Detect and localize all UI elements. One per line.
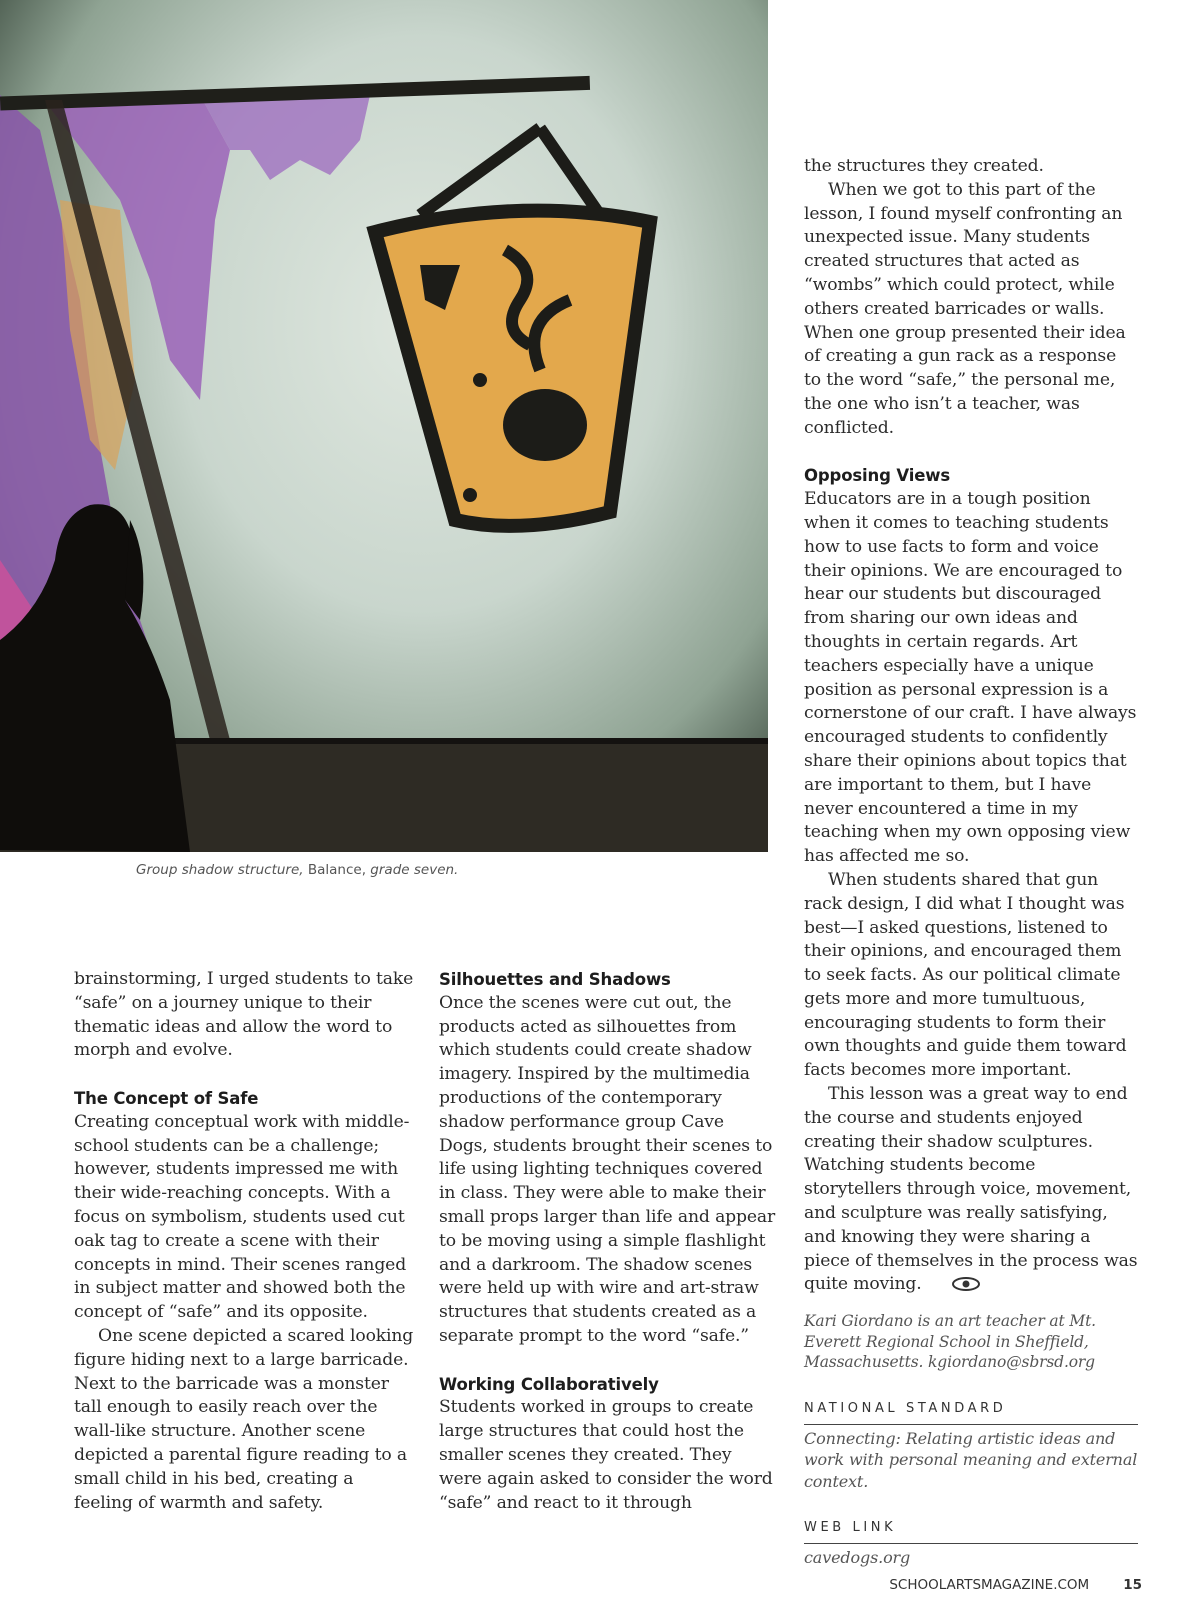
paragraph: Educators are in a tough position when it comes to teaching students how to use facts to form and voice their opinions. We are encouraged to hear our students but discouraged from sharing our own ideas and thoughts in certain regards. Art teachers especially have a unique position as personal expression is a cornerstone of our craft. I have always encouraged students to confidently share their opinions about topics that are important to them, but I have never encountered a time in my teaching when my own opposing view has affected me so.	[804, 489, 1137, 867]
column-2	[439, 968, 777, 1515]
page-number: 15	[1123, 1577, 1142, 1593]
photo-caption	[136, 862, 458, 878]
caption-title: Group shadow structure,	[136, 862, 304, 878]
section-heading-opposing-views: Opposing Views	[804, 466, 951, 486]
section-heading-concept-of-safe: The Concept of Safe	[74, 1088, 259, 1108]
national-standard-label: NATIONAL STANDARD	[804, 1397, 1138, 1425]
paragraph: Once the scenes were cut out, the products acted as silhouettes from which students could create shadow imagery. Inspired by the multimedia productions of the contemporary shadow performance group Cave Dogs, students brought their scenes to life using lighting techniques covered in class. They were able to make their small props larger than life and appear to be moving using a simple flashlight and a darkroom. The shadow scenes were held up with wire and art-straw structures that students created as a separate prompt to the word “safe.”	[439, 992, 776, 1346]
footer-site: SCHOOLARTSMAGAZINE.COM	[889, 1577, 1090, 1593]
paragraph: One scene depicted a scared looking figure hiding next to a large barricade. Next to the barricade was a monster tall enough to easily reach over the wall-like structure. Another scene depicted a parental figure reading to a small child in his bed, creating a feeling of warmth and safety.	[74, 1325, 414, 1513]
page-footer	[889, 1577, 1142, 1593]
caption-artwork-name: Balance,	[303, 862, 367, 878]
national-standard-text: Connecting: Relating artistic ideas and work with personal meaning and external context.	[804, 1428, 1138, 1491]
paragraph: When we got to this part of the lesson, I found myself confronting an unexpected issue. Many students created structures that acted as “wombs” which could protect, while others created barricades or walls. When one group presented their idea of creating a gun rack as a response to the word “safe,” the personal me, the one who isn’t a teacher, was conflicted.	[804, 179, 1126, 438]
web-link-label: WEB LINK	[804, 1516, 1138, 1544]
paragraph: Students worked in groups to create large structures that could host the smaller scenes they created. They were again asked to consider the word “safe” and react to it through	[439, 1397, 773, 1513]
caption-grade: grade seven.	[366, 862, 459, 878]
column-3	[804, 155, 1138, 1568]
web-link[interactable]: cavedogs.org	[804, 1547, 911, 1567]
paragraph: When students shared that gun rack design, I did what I thought was best—I asked questions, listened to their opinions, and encouraged them to seek facts. As our political climate gets more and more tumultuous, encouraging students to form their own thoughts and guide them toward facts becomes more important.	[804, 869, 1127, 1081]
section-heading-silhouettes-and-shadows: Silhouettes and Shadows	[439, 970, 671, 989]
author-bio: Kari Giordano is an art teacher at Mt. Everett Regional School in Sheffield, Massachusetts. kgiordano@sbrsd.org	[804, 1312, 1096, 1372]
paragraph-text: This lesson was a great way to end the course and students enjoyed creating their shadow sculptures. Watching students become storytellers through voice, movement, and sculpture was really satisfying, and knowing they were sharing a piece of themselves in the process was quite moving.	[804, 1084, 1138, 1295]
photo-illustration	[0, 0, 768, 852]
paragraph: the structures they created.	[804, 156, 1044, 176]
eye-end-mark-icon	[928, 1275, 980, 1299]
paragraph: brainstorming, I urged students to take “safe” on a journey unique to their thematic ideas and allow the word to morph and evolve.	[74, 969, 414, 1061]
column-1	[74, 968, 416, 1515]
paragraph: Creating conceptual work with middle-school students can be a challenge; however, students impressed me with their wide-reaching concepts. With a focus on symbolism, students used cut oak tag to create a scene with their concepts in mind. Their scenes ranged in subject matter and showed both the concept of “safe” and its opposite.	[74, 1111, 410, 1323]
paragraph-final	[804, 1083, 1138, 1299]
shadow-puppet-photo	[0, 0, 768, 852]
section-heading-working-collaboratively: Working Collaboratively	[439, 1374, 659, 1394]
